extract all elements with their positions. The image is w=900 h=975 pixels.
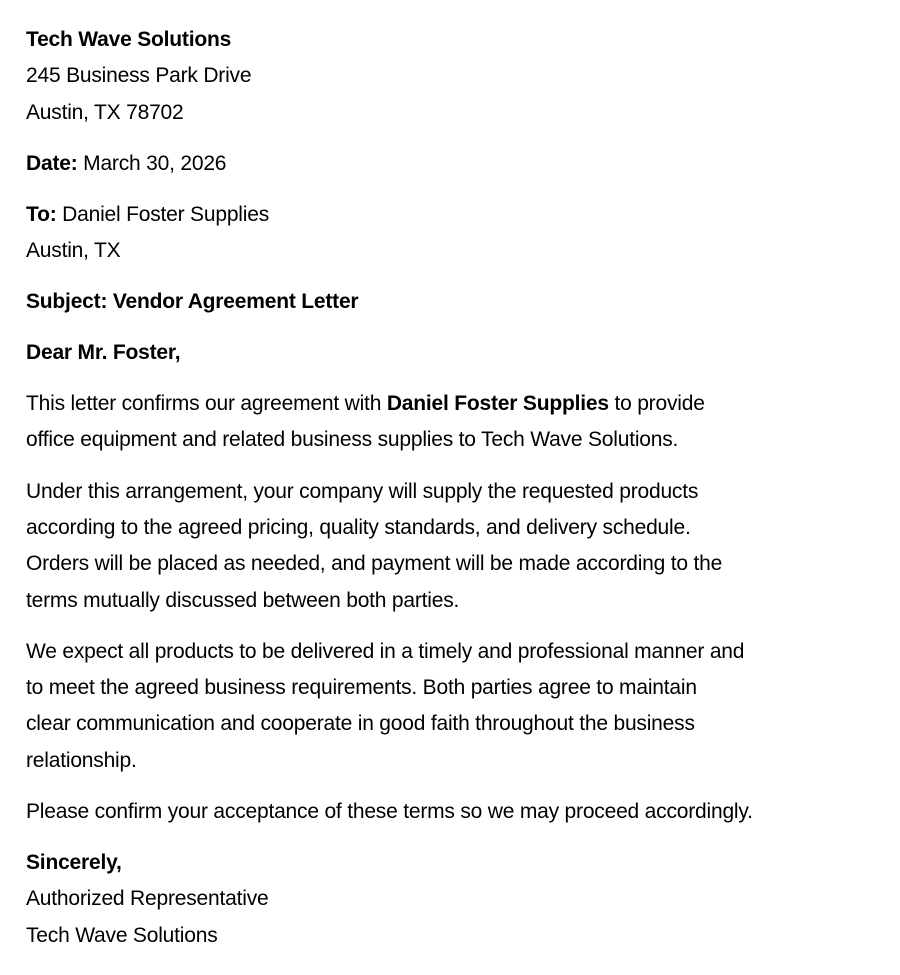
sender-address-line2: Austin, TX 78702 <box>26 101 184 124</box>
salutation: Dear Mr. Foster, <box>26 341 181 364</box>
paragraph1-line2: office equipment and related business supplies to Tech Wave Solutions. <box>26 428 679 451</box>
recipient-name: To: Daniel Foster Supplies <box>26 203 270 226</box>
paragraph3-line1: We expect all products to be delivered in a timely and professional manner and <box>26 640 745 663</box>
paragraph2-line2: according to the agreed pricing, quality standards, and delivery schedule. <box>26 516 691 539</box>
paragraph1-line1: This letter confirms our agreement with Daniel Foster Supplies to provide <box>26 392 705 415</box>
paragraph3-line2: to meet the agreed business requirements. Both parties agree to maintain <box>26 676 697 699</box>
recipient-city: Austin, TX <box>26 239 121 262</box>
paragraph3-line4: relationship. <box>26 749 137 772</box>
valediction: Sincerely, <box>26 851 122 874</box>
signer-title: Authorized Representative <box>26 887 269 910</box>
signer-company: Tech Wave Solutions <box>26 924 218 947</box>
paragraph2-line3: Orders will be placed as needed, and payment will be made according to the <box>26 552 723 575</box>
sender-address-line1: 245 Business Park Drive <box>26 64 252 87</box>
paragraph2-line1: Under this arrangement, your company will supply the requested products <box>26 480 699 503</box>
paragraph4: Please confirm your acceptance of these terms so we may proceed accordingly. <box>26 800 753 823</box>
letter-date: Date: March 30, 2026 <box>26 152 227 175</box>
paragraph3-line3: clear communication and cooperate in good faith throughout the business <box>26 712 695 735</box>
sender-company: Tech Wave Solutions <box>26 28 232 51</box>
subject-line: Subject: Vendor Agreement Letter <box>26 290 359 313</box>
paragraph2-line4: terms mutually discussed between both parties. <box>26 589 460 612</box>
